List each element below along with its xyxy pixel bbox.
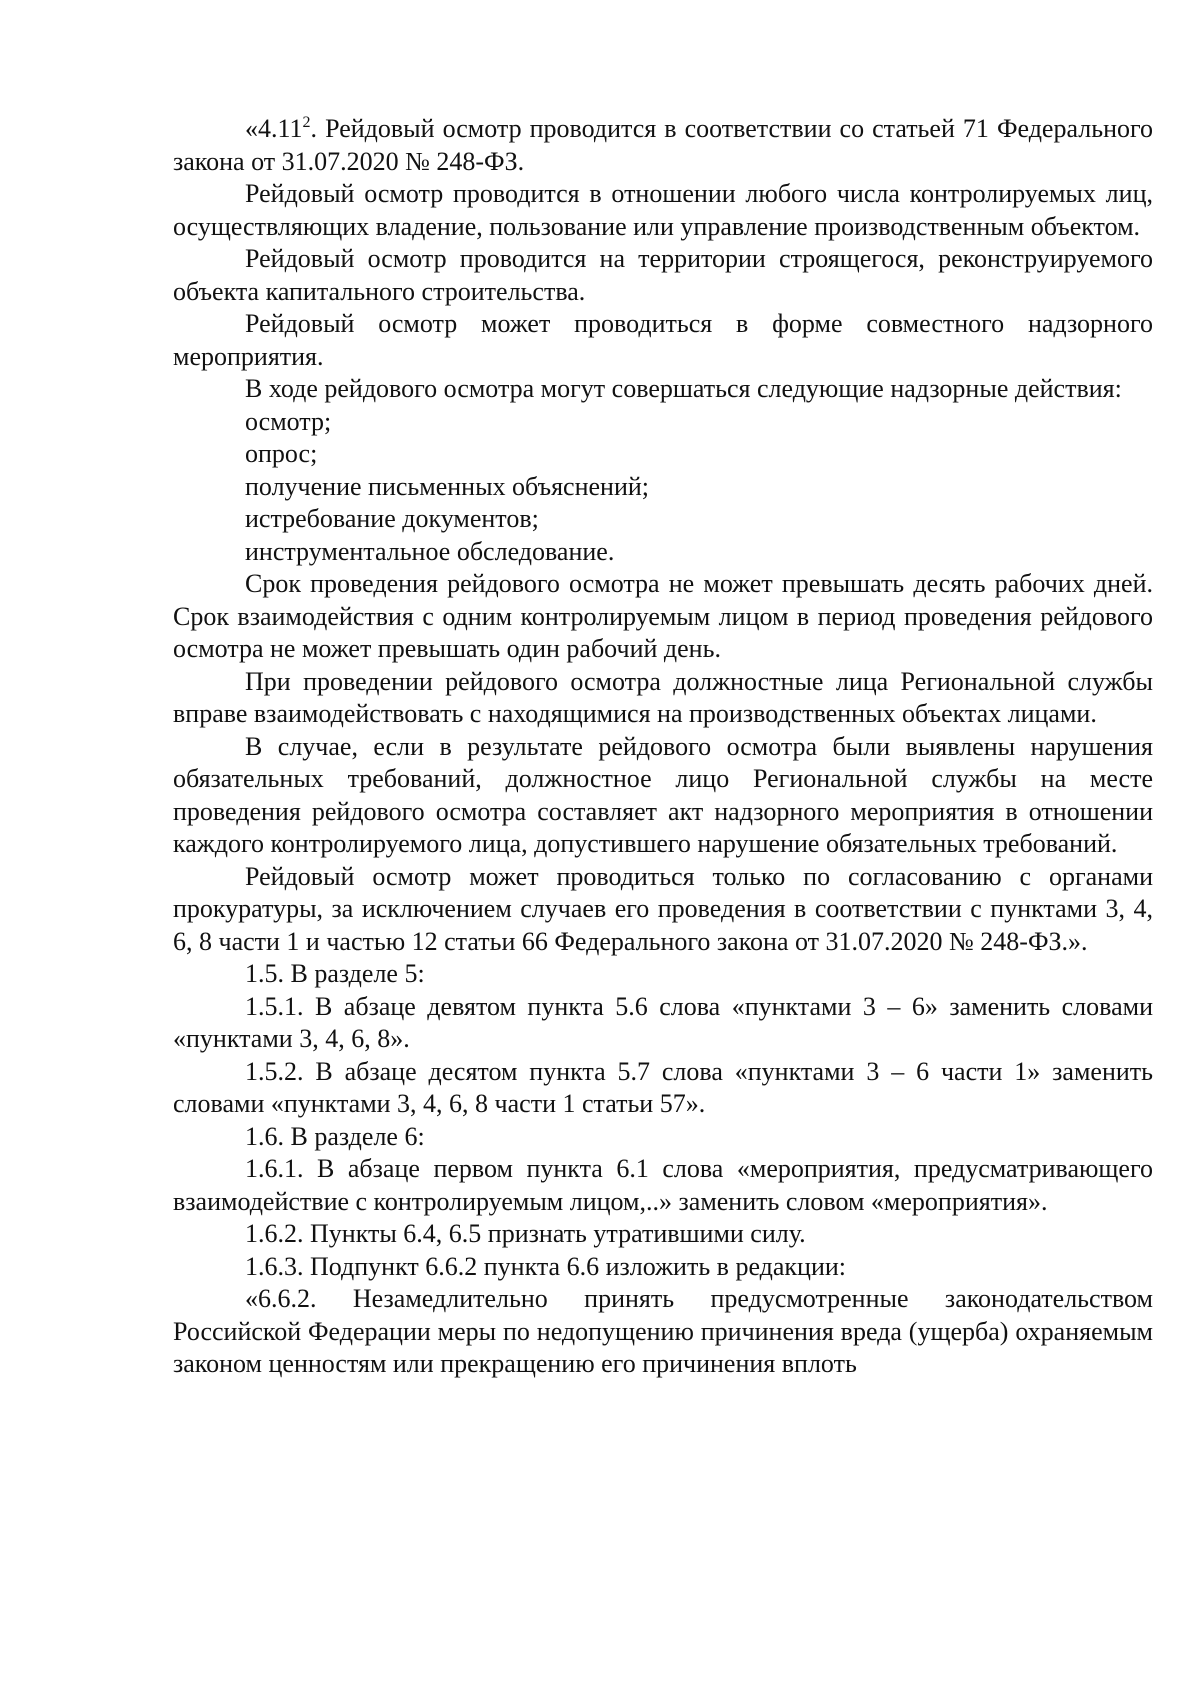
paragraph: Рейдовый осмотр проводится в отношении любого числа контролируемых лиц, осуществляющих владение, пользование или управление производственным объектом. bbox=[173, 179, 1153, 241]
list-item: опрос; bbox=[245, 439, 318, 468]
paragraph: В случае, если в результате рейдового осмотра были выявлены нарушения обязательных требований, должностное лицо Региональной службы на месте проведения рейдового осмотра составляет акт надзорного мероприятия в отношении каждого контролируемого лица, допустившего нарушение обязательных требований. bbox=[173, 731, 1153, 858]
paragraph-1-6-3: 1.6.3. Подпункт 6.6.2 пункта 6.6 изложить в редакции: bbox=[245, 1251, 847, 1281]
paragraph: Рейдовый осмотр может проводиться в форме совместного надзорного мероприятия. bbox=[173, 309, 1153, 371]
paragraph-1-5-1: 1.5.1. В абзаце девятом пункта 5.6 слова «пунктами 3 – 6» заменить словами «пунктами 3, 4, 6, 8». bbox=[173, 991, 1153, 1053]
paragraph-1-6-1: 1.6.1. В абзаце первом пункта 6.1 слова «мероприятия, предусматривающего взаимодействие с контролируемым лицом,..» заменить словом «мероприятия». bbox=[173, 1154, 1153, 1216]
section-heading-1-6: 1.6. В разделе 6: bbox=[245, 1121, 425, 1151]
list-item: осмотр; bbox=[245, 406, 332, 436]
paragraph-1-5-2: 1.5.2. В абзаце десятом пункта 5.7 слова «пунктами 3 – 6 части 1» заменить словами «пунктами 3, 4, 6, 8 части 1 статьи 57». bbox=[173, 1056, 1153, 1118]
paragraph-1-6-2: 1.6.2. Пункты 6.4, 6.5 признать утратившими силу. bbox=[245, 1219, 806, 1248]
paragraph-4-11-2: «4.11$^2$. Рейдовый осмотр проводится в соответствии со статьей 71 Федерального закона от 31.07.2020 № 248-ФЗ. bbox=[173, 114, 1153, 176]
section-heading-1-5: 1.5. В разделе 5: bbox=[245, 959, 425, 988]
paragraph: Рейдовый осмотр может проводиться только по согласованию с органами прокуратуры, за исключением случаев его проведения в соответствии с пунктами 3, 4, 6, 8 части 1 и частью 12 статьи 66 Федерального закона от 31.07.2020 № 248-ФЗ.». bbox=[173, 861, 1153, 956]
list-item: истребование документов; bbox=[245, 504, 539, 533]
superscript-2: 2 bbox=[302, 114, 311, 131]
paragraph-6-6-2: «6.6.2. Незамедлительно принять предусмотренные законодательством Российской Федерации меры по недопущению причинения вреда (ущерба) охраняемым законом ценностям или прекращению его причинения вплоть bbox=[173, 1284, 1153, 1378]
paragraph: Срок проведения рейдового осмотра не может превышать десять рабочих дней. Срок взаимодействия с одним контролируемым лицом в период проведения рейдового осмотра не может превышать один рабочий день. bbox=[173, 569, 1153, 663]
paragraph: В ходе рейдового осмотра могут совершаться следующие надзорные действия: bbox=[245, 374, 1122, 403]
paragraph: Рейдовый осмотр проводится на территории строящегося, реконструируемого объекта капитального строительства. bbox=[173, 244, 1153, 306]
paragraph: При проведении рейдового осмотра должностные лица Региональной службы вправе взаимодействовать с находящимися на производственных объектах лицами. bbox=[173, 666, 1153, 728]
list-item: получение письменных объяснений; bbox=[245, 471, 649, 501]
list-item: инструментальное обследование. bbox=[245, 536, 615, 566]
document-body bbox=[173, 113, 1153, 1381]
